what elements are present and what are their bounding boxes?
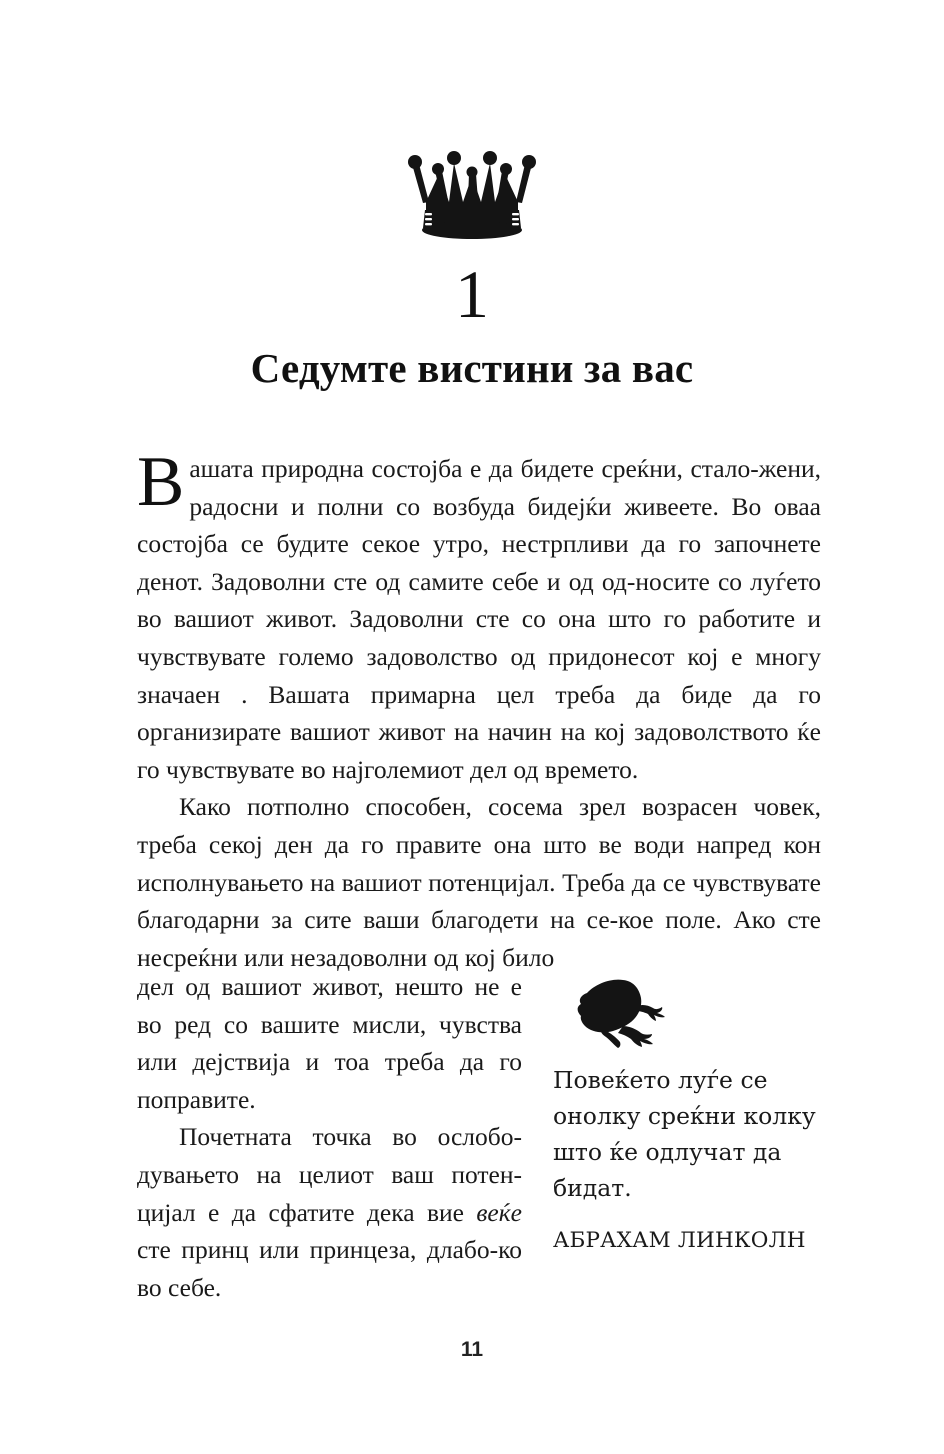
- chapter-title: Седумте вистини за вас: [250, 345, 694, 391]
- paragraph-second: Како потполно способен, сосема зрел возрасен човек, треба секој ден да го правите она што ве води напред кон исполнувањето на вашиот потенцијал. Треба да се чувствувате благодарни за сите ваши благодети на се-кое поле. Ако сте несреќни или незадоволни од кој било: [137, 792, 821, 972]
- crown-icon: [402, 150, 542, 246]
- pull-quote-box: [553, 968, 835, 1258]
- paragraph-third: [137, 1118, 522, 1306]
- chapter-number: 1: [455, 256, 489, 332]
- paragraph-first-text: ашата природна состојба е да бидете среќни, стало-жени, радосни и полни со возбуда бидејќи живеете. Во оваа состојба се будите секое утро, нестрпливи да го започнете денот. Задоволни сте од самите себе и од од-носите со луѓето во вашиот живот. Задоволни сте со она што го работите и чувствувате големо задоволство од придонесот кој е многу значаен . Вашата примарна цел треба да биде да го организирате вашиот живот на начин на кој задоволството ќе го чувствувате во најголемиот дел од времето.: [137, 454, 821, 784]
- pull-quote-attribution: АБРАХАМ ЛИНКОЛН: [553, 1228, 806, 1253]
- frog-icon: [575, 976, 671, 1050]
- paragraph-third-emphasis: веќе: [476, 1197, 522, 1227]
- paragraph-third-part2: сте принц или принцеза, длабо-ко во себе.: [137, 1235, 522, 1302]
- body-text-column: [137, 443, 821, 976]
- pull-quote-text: Повеќето луѓе се онолку среќни колку што ќе одлучат да бидат.: [553, 1066, 816, 1202]
- lower-content-area: [137, 968, 835, 1306]
- paragraph-first: [137, 443, 821, 788]
- chapter-header: [0, 150, 944, 392]
- paragraph-third-part1: Почетната точка во ослобо-дувањето на целиот ваш потен-цијал е да сфатите дека вие: [137, 1122, 522, 1227]
- drop-cap: В: [137, 443, 185, 521]
- narrow-text-column: [137, 968, 522, 1306]
- page-number: 11: [460, 1338, 484, 1361]
- paragraph-second-continued: дел од вашиот живот, нешто не е во ред со вашите мисли, чувства или дејствија и тоа треба да го поправите.: [137, 972, 522, 1114]
